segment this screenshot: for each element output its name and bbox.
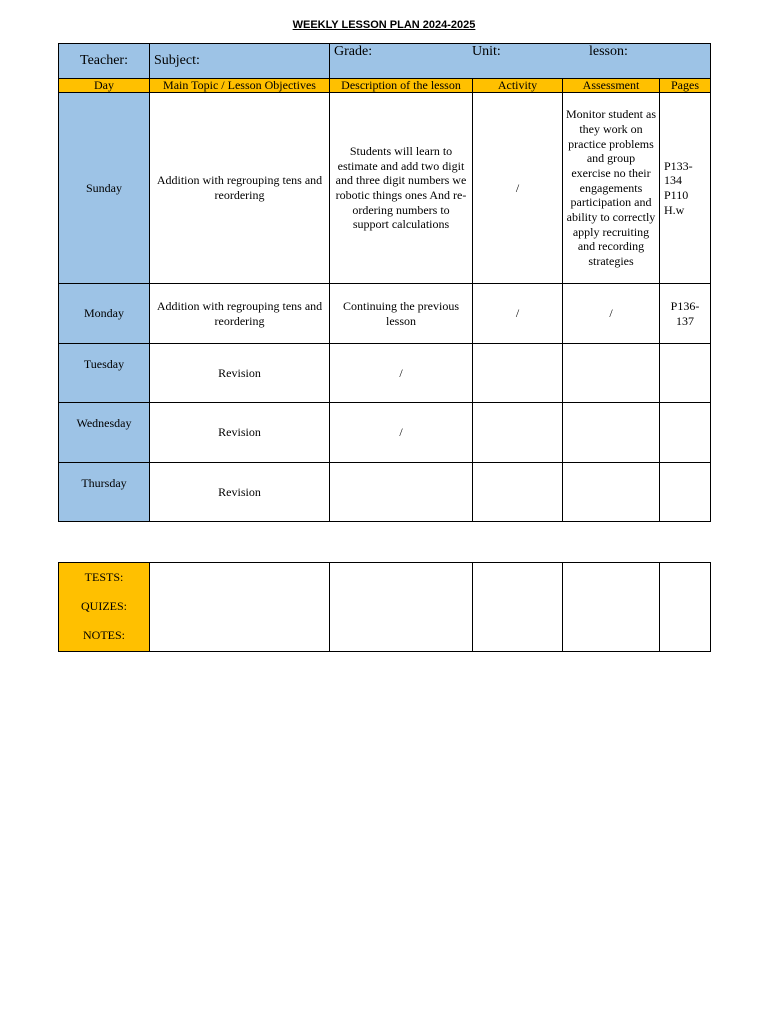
assessment-cell: Monitor student as they work on practice problems and group exercise no their engagements participation and ability to correctly apply recruiting and recording strategies: [563, 93, 660, 284]
tests-quizzes-notes-table: [58, 562, 711, 652]
topic-cell: Revision: [150, 463, 330, 522]
table-row: [59, 93, 711, 284]
day-cell: Thursday: [59, 463, 150, 522]
tests-label: TESTS:: [84, 570, 124, 584]
table-row: [59, 284, 711, 344]
table-row: [59, 463, 711, 522]
extras-cell: [563, 563, 660, 652]
column-header-row: [59, 79, 711, 93]
assessment-cell: [563, 403, 660, 463]
extras-labels-cell: [59, 563, 150, 652]
extras-cell: [330, 563, 473, 652]
grade-unit-lesson-cell: [330, 44, 711, 79]
activity-cell: [473, 344, 563, 403]
topic-cell: Revision: [150, 403, 330, 463]
page-title: WEEKLY LESSON PLAN 2024-2025: [292, 19, 476, 31]
day-cell: Monday: [59, 284, 150, 344]
column-header-assessment: Assessment: [563, 79, 660, 93]
topic-cell: Addition with regrouping tens and reordering: [150, 284, 330, 344]
pages-cell: P136-137: [660, 284, 711, 344]
table-row: [59, 344, 711, 403]
header-row: [59, 44, 711, 79]
pages-cell: P133-134 P110 H.w: [660, 93, 711, 284]
column-header-pages: Pages: [660, 79, 711, 93]
activity-cell: /: [473, 284, 563, 344]
topic-cell: Revision: [150, 344, 330, 403]
extras-row: [59, 563, 711, 652]
lesson-plan-table: [58, 43, 711, 522]
notes-label: NOTES:: [83, 628, 125, 642]
extras-cell: [473, 563, 563, 652]
topic-cell: Addition with regrouping tens and reordering: [150, 93, 330, 284]
table-row: [59, 403, 711, 463]
pages-cell: [660, 403, 711, 463]
subject-label: Subject:: [150, 44, 330, 79]
extras-cell: [660, 563, 711, 652]
pages-cell: [660, 344, 711, 403]
column-header-day: Day: [59, 79, 150, 93]
description-cell: [330, 463, 473, 522]
teacher-label: Teacher:: [59, 44, 150, 79]
lesson-label: lesson:: [589, 44, 628, 59]
column-header-description: Description of the lesson: [330, 79, 473, 93]
grade-label: Grade:: [334, 44, 373, 59]
assessment-cell: [563, 463, 660, 522]
assessment-cell: [563, 344, 660, 403]
activity-cell: [473, 403, 563, 463]
activity-cell: /: [473, 93, 563, 284]
day-cell: Tuesday: [59, 344, 150, 403]
description-cell: /: [330, 403, 473, 463]
column-header-activity: Activity: [473, 79, 563, 93]
pages-cell: [660, 463, 711, 522]
description-cell: /: [330, 344, 473, 403]
description-cell: Students will learn to estimate and add two digit and three digit numbers we robotic things ones And re-ordering numbers to support calculations: [330, 93, 473, 284]
column-header-topic: Main Topic / Lesson Objectives: [150, 79, 330, 93]
description-cell: Continuing the previous lesson: [330, 284, 473, 344]
day-cell: Sunday: [59, 93, 150, 284]
activity-cell: [473, 463, 563, 522]
assessment-cell: /: [563, 284, 660, 344]
unit-label: Unit:: [472, 44, 501, 59]
quizzes-label: QUIZES:: [81, 599, 127, 613]
day-cell: Wednesday: [59, 403, 150, 463]
extras-cell: [150, 563, 330, 652]
